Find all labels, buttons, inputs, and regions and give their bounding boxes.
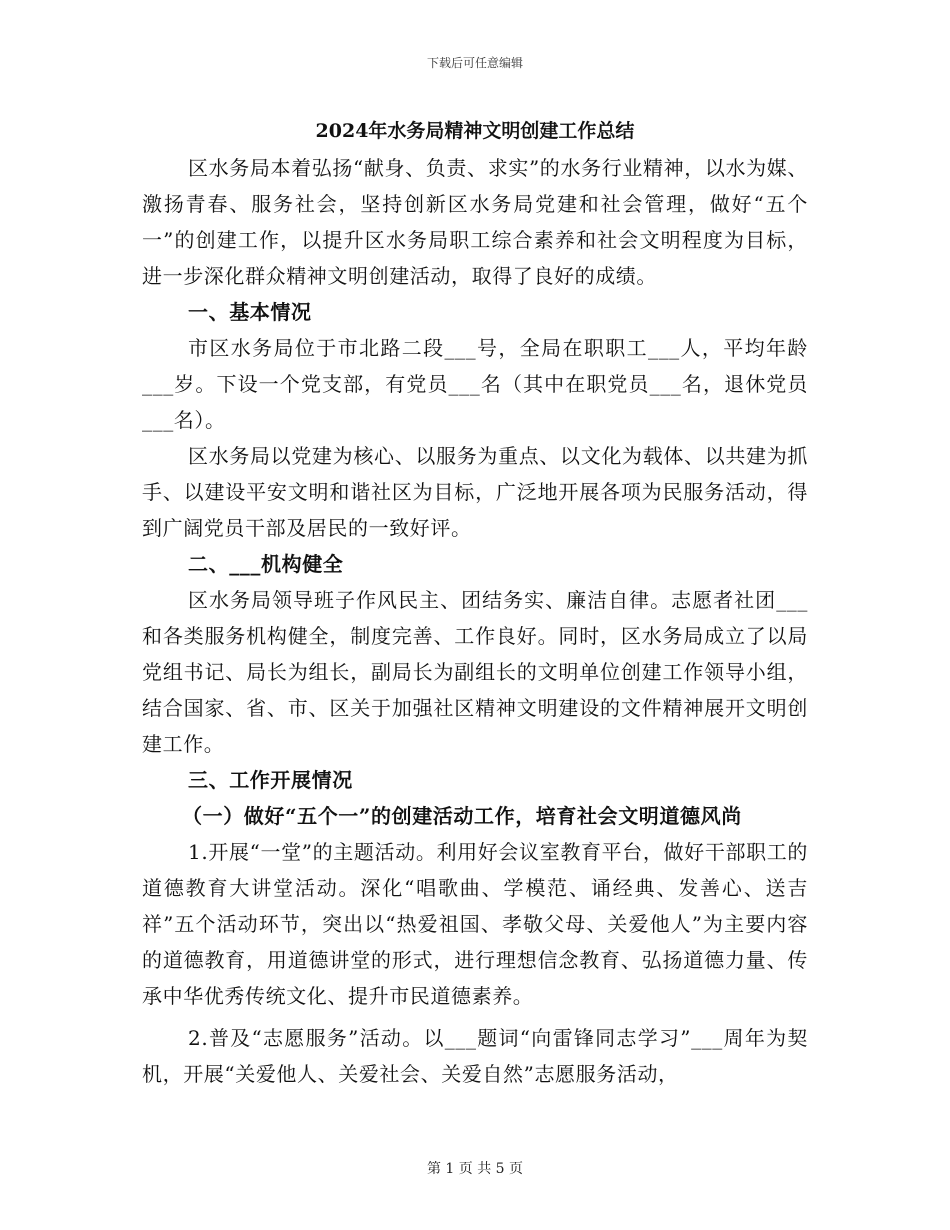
section-heading-basic-info: 一、基本情况 [188, 300, 312, 324]
intro-paragraph: 区水务局本着弘扬“献身、负责、求实”的水务行业精神，以水为媒、激扬青春、服务社会，坚持创新区水务局党建和社会管理，做好“五个一”的创建工作，以提升区水务局职工综合素养和社会文明程度为目标，进一步深化群众精神文明创建活动，取得了良好的成绩。 [142, 156, 808, 288]
basic-info-paragraph: 市区水务局位于市北路二段___号，全局在职职工___人，平均年龄___岁。下设一个党支部，有党员___名（其中在职党员___名，退休党员___名）。 [142, 336, 808, 432]
item-1-paragraph: 1.开展“一堂”的主题活动。利用好会议室教育平台，做好干部职工的道德教育大讲堂活动。深化“唱歌曲、学模范、诵经典、发善心、送吉祥”五个活动环节，突出以“热爱祖国、孝敬父母、关爱他人”为主要内容的道德教育，用道德讲堂的形式，进行理想信念教育、弘扬道德力量、传承中华优秀传统文化、提升市民道德素养。 [142, 840, 808, 1008]
header-note: 下载后可任意编辑 [426, 56, 523, 70]
document-title: 2024年水务局精神文明创建工作总结 [315, 120, 635, 142]
section-heading-work: 三、工作开展情况 [188, 768, 353, 792]
subsection-heading-five-ones: （一）做好“五个一”的创建活动工作，培育社会文明道德风尚 [182, 804, 742, 828]
document-body [142, 150, 808, 1092]
organization-paragraph: 区水务局领导班子作风民主、团结务实、廉洁自律。志愿者社团___和各类服务机构健全，制度完善、工作良好。同时，区水务局成立了以局党组书记、局长为组长，副局长为副组长的文明单位创建工作领导小组，结合国家、省、市、区关于加强社区精神文明建设的文件精神展开文明创建工作。 [142, 588, 808, 756]
party-building-paragraph: 区水务局以党建为核心、以服务为重点、以文化为载体、以共建为抓手、以建设平安文明和谐社区为目标，广泛地开展各项为民服务活动，得到广阔党员干部及居民的一致好评。 [142, 444, 808, 540]
section-heading-organization: 二、___机构健全 [188, 552, 344, 576]
page-footer: 第 1 页 共 5 页 [426, 1161, 524, 1177]
item-2-paragraph: 2.普及“志愿服务”活动。以___题词“向雷锋同志学习”___周年为契机，开展“关爱他人、关爱社会、关爱自然”志愿服务活动， [142, 1026, 808, 1086]
